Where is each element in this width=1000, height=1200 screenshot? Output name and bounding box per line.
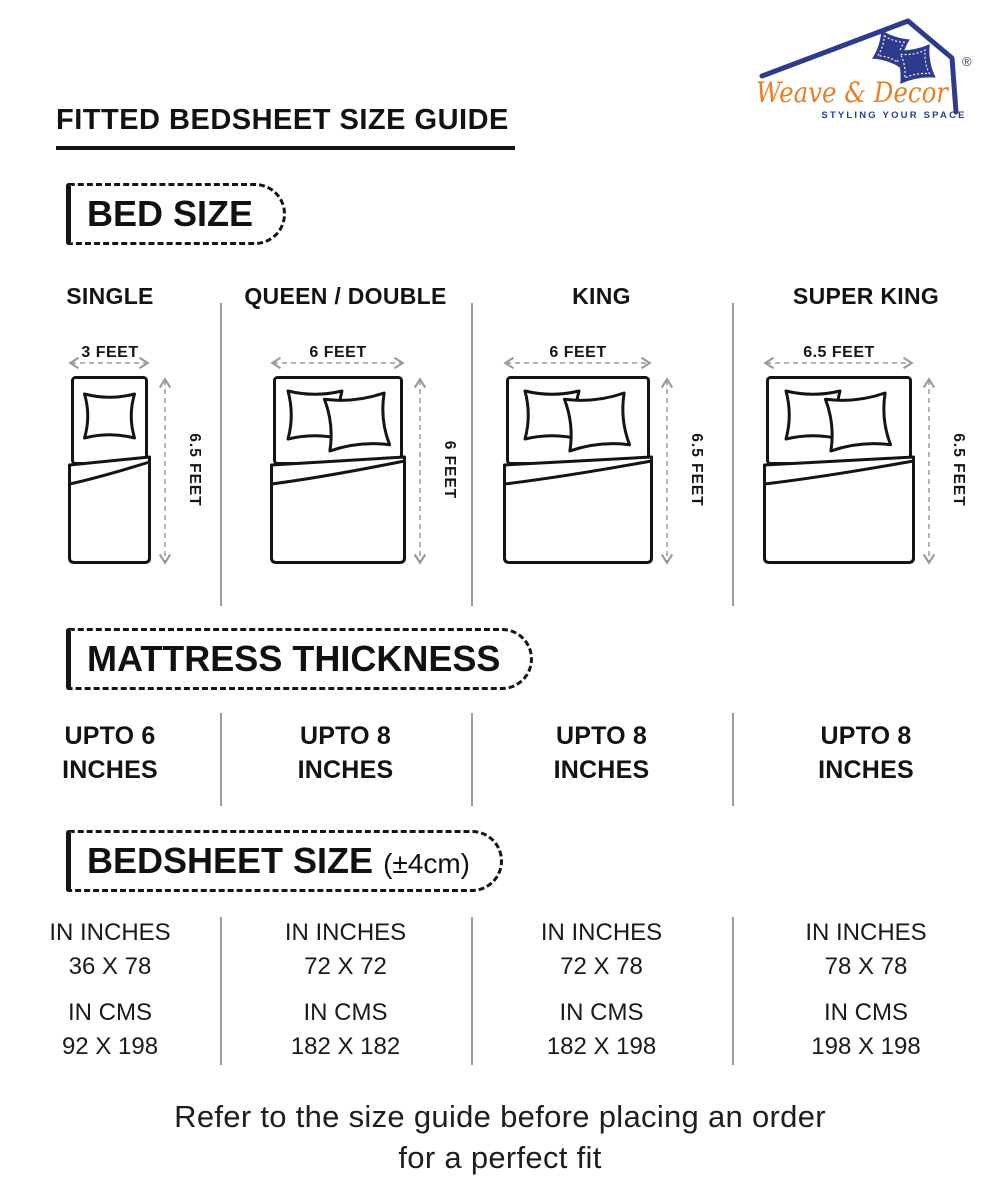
- king-bed-diagram: [501, 342, 715, 568]
- section-bed-size: [66, 183, 286, 245]
- footer-line2: for a perfect fit: [398, 1140, 602, 1175]
- bed-column-queen-double: [220, 283, 471, 568]
- inches-label: IN INCHES: [284, 919, 407, 946]
- bed-type-label: SUPER KING: [792, 283, 940, 309]
- mattress-value-line2: INCHES: [553, 756, 650, 784]
- mattress-cell-single: [0, 719, 220, 787]
- bed-width-label: 6 FEET: [549, 344, 607, 361]
- page-title: FITTED BEDSHEET SIZE GUIDE: [56, 104, 515, 150]
- sheet-size-cell-single: [0, 916, 220, 1064]
- bedsheet-tolerance: (±4cm): [383, 848, 470, 879]
- mattress-cell-queen-double: [220, 719, 471, 787]
- footer-line1: Refer to the size guide before placing an order: [174, 1099, 826, 1134]
- inches-label: IN INCHES: [540, 919, 663, 946]
- mattress-cell-super-king: [732, 719, 1000, 787]
- mattress-value-line1: UPTO 8: [299, 722, 392, 750]
- cms-label: IN CMS: [68, 999, 152, 1026]
- section-mattress-thickness: [66, 628, 533, 690]
- bed-column-king: [471, 283, 732, 568]
- pillow-icon: [825, 393, 890, 451]
- bed-width-label: 6 FEET: [309, 344, 367, 361]
- queen-bed-diagram: [268, 342, 468, 568]
- inches-label: IN INCHES: [49, 919, 171, 946]
- brand-logo: [748, 8, 980, 122]
- cms-value: 182 X 198: [546, 1033, 657, 1060]
- inches-label: IN INCHES: [805, 919, 927, 946]
- cms-label: IN CMS: [303, 999, 388, 1026]
- inches-value: 72 X 72: [304, 953, 387, 980]
- sheet-size-cell-super-king: [732, 916, 1000, 1064]
- bed-type-label: QUEEN / DOUBLE: [244, 283, 447, 309]
- section-bed-size-label: BED SIZE: [87, 193, 254, 234]
- footer-note: [0, 1096, 1000, 1178]
- sheet-size-cell-king: [471, 916, 732, 1064]
- brand-name: Weave & Decor: [756, 76, 950, 109]
- sheet-size-cell-queen-double: [220, 916, 471, 1064]
- inches-value: 72 X 78: [560, 953, 643, 980]
- cms-value: 198 X 198: [811, 1033, 921, 1060]
- inches-value: 36 X 78: [68, 953, 152, 980]
- mattress-cell-king: [471, 719, 732, 787]
- cms-value: 92 X 198: [61, 1033, 159, 1060]
- mattress-value-line2: INCHES: [62, 756, 158, 784]
- section-mattress-label: MATTRESS THICKNESS: [87, 638, 501, 679]
- mattress-value-line2: INCHES: [297, 756, 394, 784]
- bed-type-label: KING: [572, 283, 631, 309]
- pillow-icon: [564, 393, 629, 451]
- single-bed-diagram: [66, 342, 213, 568]
- pillow-icon: [85, 394, 135, 438]
- bed-column-super-king: [732, 283, 1000, 568]
- inches-value: 78 X 78: [824, 953, 908, 980]
- cms-label: IN CMS: [559, 999, 644, 1026]
- bed-height-label: 6.5 FEET: [186, 433, 203, 507]
- section-bedsheet-size: [66, 830, 503, 892]
- brand-tagline: STYLING YOUR SPACE: [821, 110, 967, 121]
- bed-width-label: 6.5 FEET: [803, 344, 875, 361]
- bed-column-single: [0, 283, 220, 568]
- registered-mark: ®: [962, 54, 972, 69]
- section-bedsheet-label: BEDSHEET SIZE: [87, 840, 374, 881]
- mattress-value-line1: UPTO 8: [820, 722, 912, 750]
- mattress-value-line1: UPTO 6: [64, 722, 156, 750]
- pillow-icon: [324, 393, 389, 451]
- bed-type-label: SINGLE: [66, 283, 154, 309]
- super-king-bed-diagram: [761, 342, 977, 568]
- cms-value: 182 X 182: [290, 1033, 401, 1060]
- bed-height-label: 6 FEET: [441, 440, 458, 500]
- cms-label: IN CMS: [824, 999, 908, 1026]
- mattress-value-line1: UPTO 8: [555, 722, 648, 750]
- bed-width-label: 3 FEET: [81, 344, 139, 361]
- bed-height-label: 6.5 FEET: [688, 433, 705, 507]
- mattress-value-line2: INCHES: [818, 756, 914, 784]
- bed-height-label: 6.5 FEET: [950, 433, 967, 507]
